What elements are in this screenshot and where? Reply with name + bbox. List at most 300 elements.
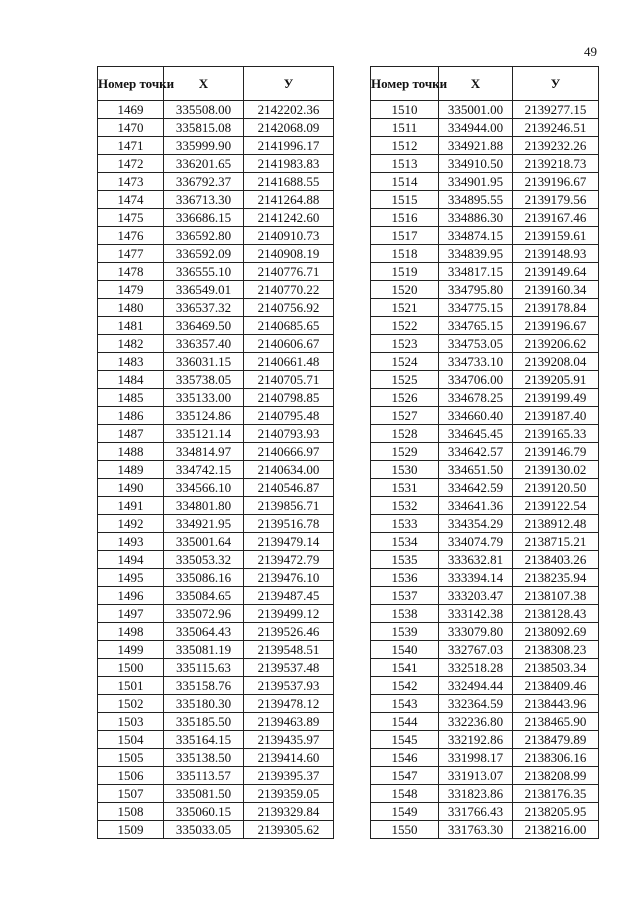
table-row <box>98 461 334 479</box>
table-row <box>371 209 599 227</box>
cell-point-number: 1540 <box>371 641 439 659</box>
cell-y: 2138912.48 <box>513 515 599 533</box>
cell-y: 2139463.89 <box>244 713 334 731</box>
cell-x: 331763.30 <box>439 821 513 839</box>
cell-point-number: 1548 <box>371 785 439 803</box>
table-row <box>98 713 334 731</box>
cell-y: 2139487.45 <box>244 587 334 605</box>
cell-y: 2138128.43 <box>513 605 599 623</box>
table-row <box>371 119 599 137</box>
cell-y: 2139548.51 <box>244 641 334 659</box>
cell-x: 334645.45 <box>439 425 513 443</box>
cell-y: 2138306.16 <box>513 749 599 767</box>
cell-x: 336592.80 <box>164 227 244 245</box>
table-row <box>98 677 334 695</box>
table-header-row <box>98 67 334 101</box>
cell-y: 2141996.17 <box>244 137 334 155</box>
cell-point-number: 1494 <box>98 551 164 569</box>
cell-x: 334886.30 <box>439 209 513 227</box>
cell-y: 2140795.48 <box>244 407 334 425</box>
cell-point-number: 1477 <box>98 245 164 263</box>
cell-point-number: 1490 <box>98 479 164 497</box>
cell-y: 2139196.67 <box>513 173 599 191</box>
table-row <box>371 569 599 587</box>
cell-point-number: 1486 <box>98 407 164 425</box>
cell-y: 2140546.87 <box>244 479 334 497</box>
table-row <box>371 263 599 281</box>
cell-y: 2138443.96 <box>513 695 599 713</box>
table-row <box>98 407 334 425</box>
table-row <box>98 767 334 785</box>
cell-point-number: 1470 <box>98 119 164 137</box>
cell-point-number: 1469 <box>98 101 164 119</box>
cell-point-number: 1493 <box>98 533 164 551</box>
cell-x: 335124.86 <box>164 407 244 425</box>
cell-y: 2141688.55 <box>244 173 334 191</box>
cell-point-number: 1505 <box>98 749 164 767</box>
cell-y: 2141983.83 <box>244 155 334 173</box>
coordinates-table-right <box>370 66 599 839</box>
cell-y: 2140798.85 <box>244 389 334 407</box>
table-row <box>98 479 334 497</box>
header-y: У <box>244 67 334 101</box>
table-row <box>98 425 334 443</box>
cell-x: 334895.55 <box>439 191 513 209</box>
header-point-number: Номер точки <box>371 67 439 101</box>
table-row <box>371 191 599 209</box>
cell-x: 336792.37 <box>164 173 244 191</box>
cell-x: 334901.95 <box>439 173 513 191</box>
cell-point-number: 1499 <box>98 641 164 659</box>
cell-point-number: 1550 <box>371 821 439 839</box>
table-row <box>98 641 334 659</box>
table-row <box>98 335 334 353</box>
table-row <box>98 533 334 551</box>
cell-y: 2139537.93 <box>244 677 334 695</box>
cell-x: 336555.10 <box>164 263 244 281</box>
cell-point-number: 1520 <box>371 281 439 299</box>
cell-point-number: 1539 <box>371 623 439 641</box>
table-row <box>371 173 599 191</box>
cell-y: 2141242.60 <box>244 209 334 227</box>
cell-y: 2140606.67 <box>244 335 334 353</box>
cell-point-number: 1484 <box>98 371 164 389</box>
cell-x: 334074.79 <box>439 533 513 551</box>
cell-point-number: 1475 <box>98 209 164 227</box>
cell-y: 2140634.00 <box>244 461 334 479</box>
cell-point-number: 1522 <box>371 317 439 335</box>
cell-x: 333203.47 <box>439 587 513 605</box>
cell-x: 335084.65 <box>164 587 244 605</box>
table-row <box>371 371 599 389</box>
cell-x: 335081.50 <box>164 785 244 803</box>
cell-x: 336713.30 <box>164 191 244 209</box>
cell-point-number: 1496 <box>98 587 164 605</box>
cell-y: 2140910.73 <box>244 227 334 245</box>
table-row <box>98 551 334 569</box>
cell-point-number: 1537 <box>371 587 439 605</box>
cell-point-number: 1517 <box>371 227 439 245</box>
cell-x: 331766.43 <box>439 803 513 821</box>
cell-y: 2138092.69 <box>513 623 599 641</box>
cell-point-number: 1512 <box>371 137 439 155</box>
cell-x: 335133.00 <box>164 389 244 407</box>
cell-point-number: 1476 <box>98 227 164 245</box>
cell-point-number: 1500 <box>98 659 164 677</box>
cell-point-number: 1492 <box>98 515 164 533</box>
cell-x: 331913.07 <box>439 767 513 785</box>
cell-y: 2139187.40 <box>513 407 599 425</box>
table-row <box>98 443 334 461</box>
cell-point-number: 1485 <box>98 389 164 407</box>
table-row <box>98 803 334 821</box>
cell-x: 334944.00 <box>439 119 513 137</box>
cell-x: 334642.57 <box>439 443 513 461</box>
cell-point-number: 1502 <box>98 695 164 713</box>
cell-y: 2139359.05 <box>244 785 334 803</box>
cell-point-number: 1516 <box>371 209 439 227</box>
table-row <box>98 371 334 389</box>
cell-x: 334354.29 <box>439 515 513 533</box>
cell-y: 2140666.97 <box>244 443 334 461</box>
cell-point-number: 1531 <box>371 479 439 497</box>
cell-y: 2139159.61 <box>513 227 599 245</box>
cell-x: 336357.40 <box>164 335 244 353</box>
cell-point-number: 1474 <box>98 191 164 209</box>
table-row <box>371 407 599 425</box>
cell-point-number: 1514 <box>371 173 439 191</box>
cell-point-number: 1504 <box>98 731 164 749</box>
cell-x: 331998.17 <box>439 749 513 767</box>
cell-x: 336537.32 <box>164 299 244 317</box>
cell-x: 336201.65 <box>164 155 244 173</box>
table-row <box>371 587 599 605</box>
cell-y: 2140661.48 <box>244 353 334 371</box>
cell-y: 2139218.73 <box>513 155 599 173</box>
cell-y: 2139472.79 <box>244 551 334 569</box>
cell-x: 336549.01 <box>164 281 244 299</box>
cell-point-number: 1495 <box>98 569 164 587</box>
table-row <box>371 677 599 695</box>
cell-y: 2139160.34 <box>513 281 599 299</box>
cell-y: 2140756.92 <box>244 299 334 317</box>
table-row <box>98 731 334 749</box>
table-row <box>98 263 334 281</box>
cell-x: 334641.36 <box>439 497 513 515</box>
cell-y: 2139232.26 <box>513 137 599 155</box>
cell-point-number: 1546 <box>371 749 439 767</box>
cell-x: 335001.64 <box>164 533 244 551</box>
cell-y: 2138216.00 <box>513 821 599 839</box>
table-row <box>371 461 599 479</box>
cell-point-number: 1482 <box>98 335 164 353</box>
cell-y: 2139199.49 <box>513 389 599 407</box>
cell-x: 335158.76 <box>164 677 244 695</box>
cell-point-number: 1549 <box>371 803 439 821</box>
table-row <box>98 173 334 191</box>
table-header-row <box>371 67 599 101</box>
cell-x: 334839.95 <box>439 245 513 263</box>
cell-point-number: 1533 <box>371 515 439 533</box>
cell-y: 2139435.97 <box>244 731 334 749</box>
cell-point-number: 1497 <box>98 605 164 623</box>
cell-x: 334706.00 <box>439 371 513 389</box>
cell-y: 2139499.12 <box>244 605 334 623</box>
cell-point-number: 1507 <box>98 785 164 803</box>
table-row <box>98 209 334 227</box>
cell-x: 334742.15 <box>164 461 244 479</box>
cell-y: 2138176.35 <box>513 785 599 803</box>
cell-y: 2140793.93 <box>244 425 334 443</box>
cell-x: 334660.40 <box>439 407 513 425</box>
cell-point-number: 1509 <box>98 821 164 839</box>
cell-y: 2139476.10 <box>244 569 334 587</box>
table-row <box>98 101 334 119</box>
table-body-right <box>371 101 599 839</box>
cell-x: 332494.44 <box>439 677 513 695</box>
table-row <box>98 191 334 209</box>
cell-x: 335180.30 <box>164 695 244 713</box>
cell-y: 2138308.23 <box>513 641 599 659</box>
cell-x: 333632.81 <box>439 551 513 569</box>
cell-y: 2138208.99 <box>513 767 599 785</box>
cell-y: 2138503.34 <box>513 659 599 677</box>
cell-point-number: 1545 <box>371 731 439 749</box>
table-row <box>371 389 599 407</box>
table-row <box>371 551 599 569</box>
table-row <box>371 317 599 335</box>
table-row <box>98 245 334 263</box>
table-row <box>98 281 334 299</box>
cell-x: 335815.08 <box>164 119 244 137</box>
cell-y: 2139526.46 <box>244 623 334 641</box>
table-row <box>371 659 599 677</box>
cell-x: 334801.80 <box>164 497 244 515</box>
cell-point-number: 1524 <box>371 353 439 371</box>
cell-point-number: 1506 <box>98 767 164 785</box>
cell-point-number: 1498 <box>98 623 164 641</box>
cell-point-number: 1503 <box>98 713 164 731</box>
cell-point-number: 1527 <box>371 407 439 425</box>
table-row <box>98 623 334 641</box>
cell-y: 2138205.95 <box>513 803 599 821</box>
table-row <box>98 155 334 173</box>
cell-point-number: 1510 <box>371 101 439 119</box>
cell-x: 334910.50 <box>439 155 513 173</box>
table-row <box>371 245 599 263</box>
cell-y: 2139206.62 <box>513 335 599 353</box>
cell-y: 2139179.56 <box>513 191 599 209</box>
cell-x: 334753.05 <box>439 335 513 353</box>
page-number: 49 <box>584 44 597 59</box>
table-row <box>98 119 334 137</box>
cell-point-number: 1542 <box>371 677 439 695</box>
cell-x: 332518.28 <box>439 659 513 677</box>
table-row <box>371 767 599 785</box>
cell-y: 2139130.02 <box>513 461 599 479</box>
cell-point-number: 1483 <box>98 353 164 371</box>
cell-x: 335508.00 <box>164 101 244 119</box>
table-row <box>371 515 599 533</box>
cell-x: 334921.95 <box>164 515 244 533</box>
cell-y: 2139395.37 <box>244 767 334 785</box>
cell-x: 334566.10 <box>164 479 244 497</box>
cell-point-number: 1547 <box>371 767 439 785</box>
cell-y: 2138403.26 <box>513 551 599 569</box>
cell-y: 2139305.62 <box>244 821 334 839</box>
table-row <box>371 605 599 623</box>
cell-x: 334775.15 <box>439 299 513 317</box>
table-row <box>98 389 334 407</box>
header-x: X <box>164 67 244 101</box>
cell-y: 2139167.46 <box>513 209 599 227</box>
cell-x: 336469.50 <box>164 317 244 335</box>
coordinates-table-left <box>97 66 334 839</box>
cell-x: 334921.88 <box>439 137 513 155</box>
cell-y: 2138409.46 <box>513 677 599 695</box>
table-row <box>371 443 599 461</box>
cell-x: 336031.15 <box>164 353 244 371</box>
cell-point-number: 1481 <box>98 317 164 335</box>
cell-x: 336686.15 <box>164 209 244 227</box>
table-row <box>98 821 334 839</box>
cell-y: 2139537.48 <box>244 659 334 677</box>
table-row <box>98 299 334 317</box>
cell-point-number: 1521 <box>371 299 439 317</box>
cell-point-number: 1525 <box>371 371 439 389</box>
cell-y: 2138715.21 <box>513 533 599 551</box>
cell-y: 2141264.88 <box>244 191 334 209</box>
cell-point-number: 1528 <box>371 425 439 443</box>
table-row <box>371 623 599 641</box>
cell-x: 335138.50 <box>164 749 244 767</box>
cell-x: 332767.03 <box>439 641 513 659</box>
table-row <box>371 749 599 767</box>
cell-y: 2140776.71 <box>244 263 334 281</box>
table-row <box>371 101 599 119</box>
cell-x: 335064.43 <box>164 623 244 641</box>
cell-y: 2138465.90 <box>513 713 599 731</box>
cell-point-number: 1513 <box>371 155 439 173</box>
table-row <box>98 353 334 371</box>
cell-point-number: 1529 <box>371 443 439 461</box>
table-row <box>371 497 599 515</box>
cell-point-number: 1478 <box>98 263 164 281</box>
cell-x: 334795.80 <box>439 281 513 299</box>
cell-point-number: 1532 <box>371 497 439 515</box>
table-row <box>371 425 599 443</box>
cell-point-number: 1471 <box>98 137 164 155</box>
table-row <box>371 227 599 245</box>
table-row <box>98 137 334 155</box>
cell-y: 2142068.09 <box>244 119 334 137</box>
cell-point-number: 1534 <box>371 533 439 551</box>
table-row <box>98 659 334 677</box>
cell-point-number: 1487 <box>98 425 164 443</box>
cell-x: 335185.50 <box>164 713 244 731</box>
cell-point-number: 1472 <box>98 155 164 173</box>
cell-x: 334874.15 <box>439 227 513 245</box>
table-row <box>371 821 599 839</box>
cell-y: 2139479.14 <box>244 533 334 551</box>
table-row <box>371 695 599 713</box>
cell-y: 2139277.15 <box>513 101 599 119</box>
cell-x: 335033.05 <box>164 821 244 839</box>
cell-y: 2139414.60 <box>244 749 334 767</box>
cell-point-number: 1535 <box>371 551 439 569</box>
table-row <box>98 497 334 515</box>
cell-x: 334765.15 <box>439 317 513 335</box>
cell-y: 2140908.19 <box>244 245 334 263</box>
cell-x: 333394.14 <box>439 569 513 587</box>
cell-y: 2142202.36 <box>244 101 334 119</box>
cell-point-number: 1526 <box>371 389 439 407</box>
cell-x: 335001.00 <box>439 101 513 119</box>
cell-point-number: 1541 <box>371 659 439 677</box>
cell-y: 2139146.79 <box>513 443 599 461</box>
cell-y: 2139165.33 <box>513 425 599 443</box>
table-row <box>371 281 599 299</box>
cell-point-number: 1508 <box>98 803 164 821</box>
cell-x: 335113.57 <box>164 767 244 785</box>
cell-point-number: 1473 <box>98 173 164 191</box>
cell-x: 334642.59 <box>439 479 513 497</box>
cell-x: 332364.59 <box>439 695 513 713</box>
cell-x: 335738.05 <box>164 371 244 389</box>
cell-point-number: 1519 <box>371 263 439 281</box>
cell-y: 2140685.65 <box>244 317 334 335</box>
cell-point-number: 1491 <box>98 497 164 515</box>
cell-y: 2139516.78 <box>244 515 334 533</box>
table-row <box>371 713 599 731</box>
cell-x: 332192.86 <box>439 731 513 749</box>
cell-point-number: 1479 <box>98 281 164 299</box>
table-row <box>371 335 599 353</box>
cell-x: 334733.10 <box>439 353 513 371</box>
cell-y: 2139122.54 <box>513 497 599 515</box>
cell-x: 335053.32 <box>164 551 244 569</box>
cell-x: 333079.80 <box>439 623 513 641</box>
cell-point-number: 1488 <box>98 443 164 461</box>
cell-y: 2139148.93 <box>513 245 599 263</box>
cell-y: 2139246.51 <box>513 119 599 137</box>
cell-x: 331823.86 <box>439 785 513 803</box>
cell-y: 2138107.38 <box>513 587 599 605</box>
cell-y: 2139208.04 <box>513 353 599 371</box>
table-row <box>98 605 334 623</box>
cell-x: 335999.90 <box>164 137 244 155</box>
table-row <box>371 299 599 317</box>
cell-point-number: 1518 <box>371 245 439 263</box>
cell-x: 334651.50 <box>439 461 513 479</box>
cell-point-number: 1515 <box>371 191 439 209</box>
table-row <box>371 785 599 803</box>
cell-point-number: 1489 <box>98 461 164 479</box>
cell-y: 2139120.50 <box>513 479 599 497</box>
table-row <box>98 749 334 767</box>
cell-x: 335115.63 <box>164 659 244 677</box>
cell-point-number: 1543 <box>371 695 439 713</box>
cell-y: 2140705.71 <box>244 371 334 389</box>
table-row <box>371 533 599 551</box>
cell-y: 2139478.12 <box>244 695 334 713</box>
cell-point-number: 1511 <box>371 119 439 137</box>
header-y: У <box>513 67 599 101</box>
cell-x: 335060.15 <box>164 803 244 821</box>
header-x: X <box>439 67 513 101</box>
cell-y: 2139178.84 <box>513 299 599 317</box>
table-row <box>98 317 334 335</box>
